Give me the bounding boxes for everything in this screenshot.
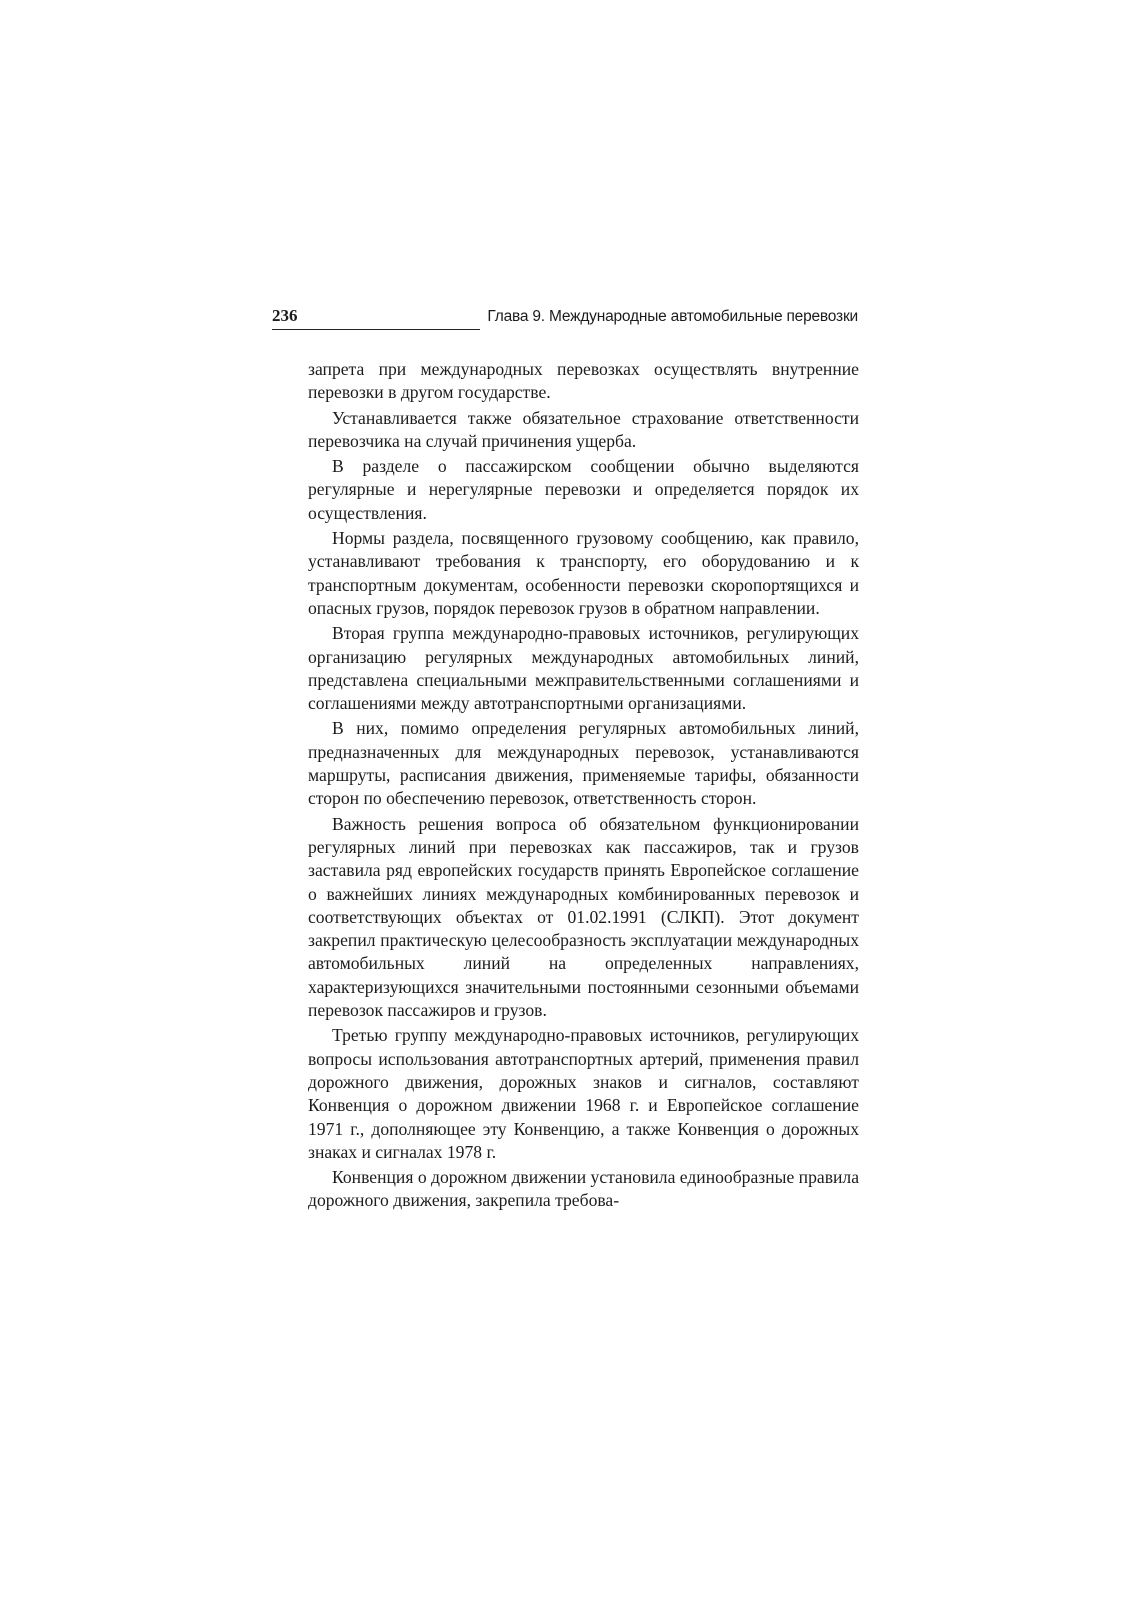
paragraph: Конвенция о дорожном движении установила единообразные правила дорожного движения, закрепила требова- [308, 1167, 860, 1211]
page-header [272, 305, 858, 333]
paragraph: Нормы раздела, посвященного грузовому сообщению, как правило, устанавливают требования к транспорту, его оборудованию и к транспортным документам, особенности перевозки скоропортящихся и опасных грузов, порядок перевозок грузов в обратном направлении. [308, 528, 859, 618]
paragraph: В разделе о пассажирском сообщении обычно выделяются регулярные и нерегулярные перевозки и определяется порядок их осуществления. [308, 456, 859, 523]
body-text [308, 358, 859, 1213]
page-number: 236 [272, 306, 298, 325]
running-title: Глава 9. Международные автомобильные перевозки [487, 308, 858, 325]
paragraph: Важность решения вопроса об обязательном функционировании регулярных линий при перевозках как пассажиров, так и грузов заставила ряд европейских государств принять Европейское соглашение о важнейших линиях международных комбинированных перевозок и соответствующих объектах от 01.02.1991 (СЛКП). Этот документ закрепил практическую целесообразность эксплуатации международных автомобильных линий на определенных направлениях, характеризующихся значительными постоянными сезонными объемами перевозок пассажиров и грузов. [308, 813, 859, 1021]
paragraph: Третью группу международно-правовых источников, регулирующих вопросы использования автотранспортных артерий, применения правил дорожного движения, дорожных знаков и сигналов, составляют Конвенция о дорожном движении 1968 г. и Европейское соглашение 1971 г., дополняющее эту Конвенцию, а также Конвенция о дорожных знаках и сигналах 1978 г. [308, 1025, 859, 1162]
paragraph: Устанавливается также обязательное страхование ответственности перевозчика на случай причинения ущерба. [308, 407, 859, 451]
paragraph: В них, помимо определения регулярных автомобильных линий, предназначенных для международных перевозок, устанавливаются маршруты, расписания движения, применяемые тарифы, обязанности сторон по обеспечению перевозок, ответственность сторон. [308, 718, 859, 809]
header-rule [272, 329, 480, 330]
paragraph: Вторая группа международно-правовых источников, регулирующих организацию регулярных международных автомобильных линий, представлена специальными межправительственными соглашениями и соглашениями между автотранспортными организациями. [308, 623, 859, 714]
paragraph: запрета при международных перевозках осуществлять внутренние перевозки в другом государстве. [308, 359, 859, 403]
